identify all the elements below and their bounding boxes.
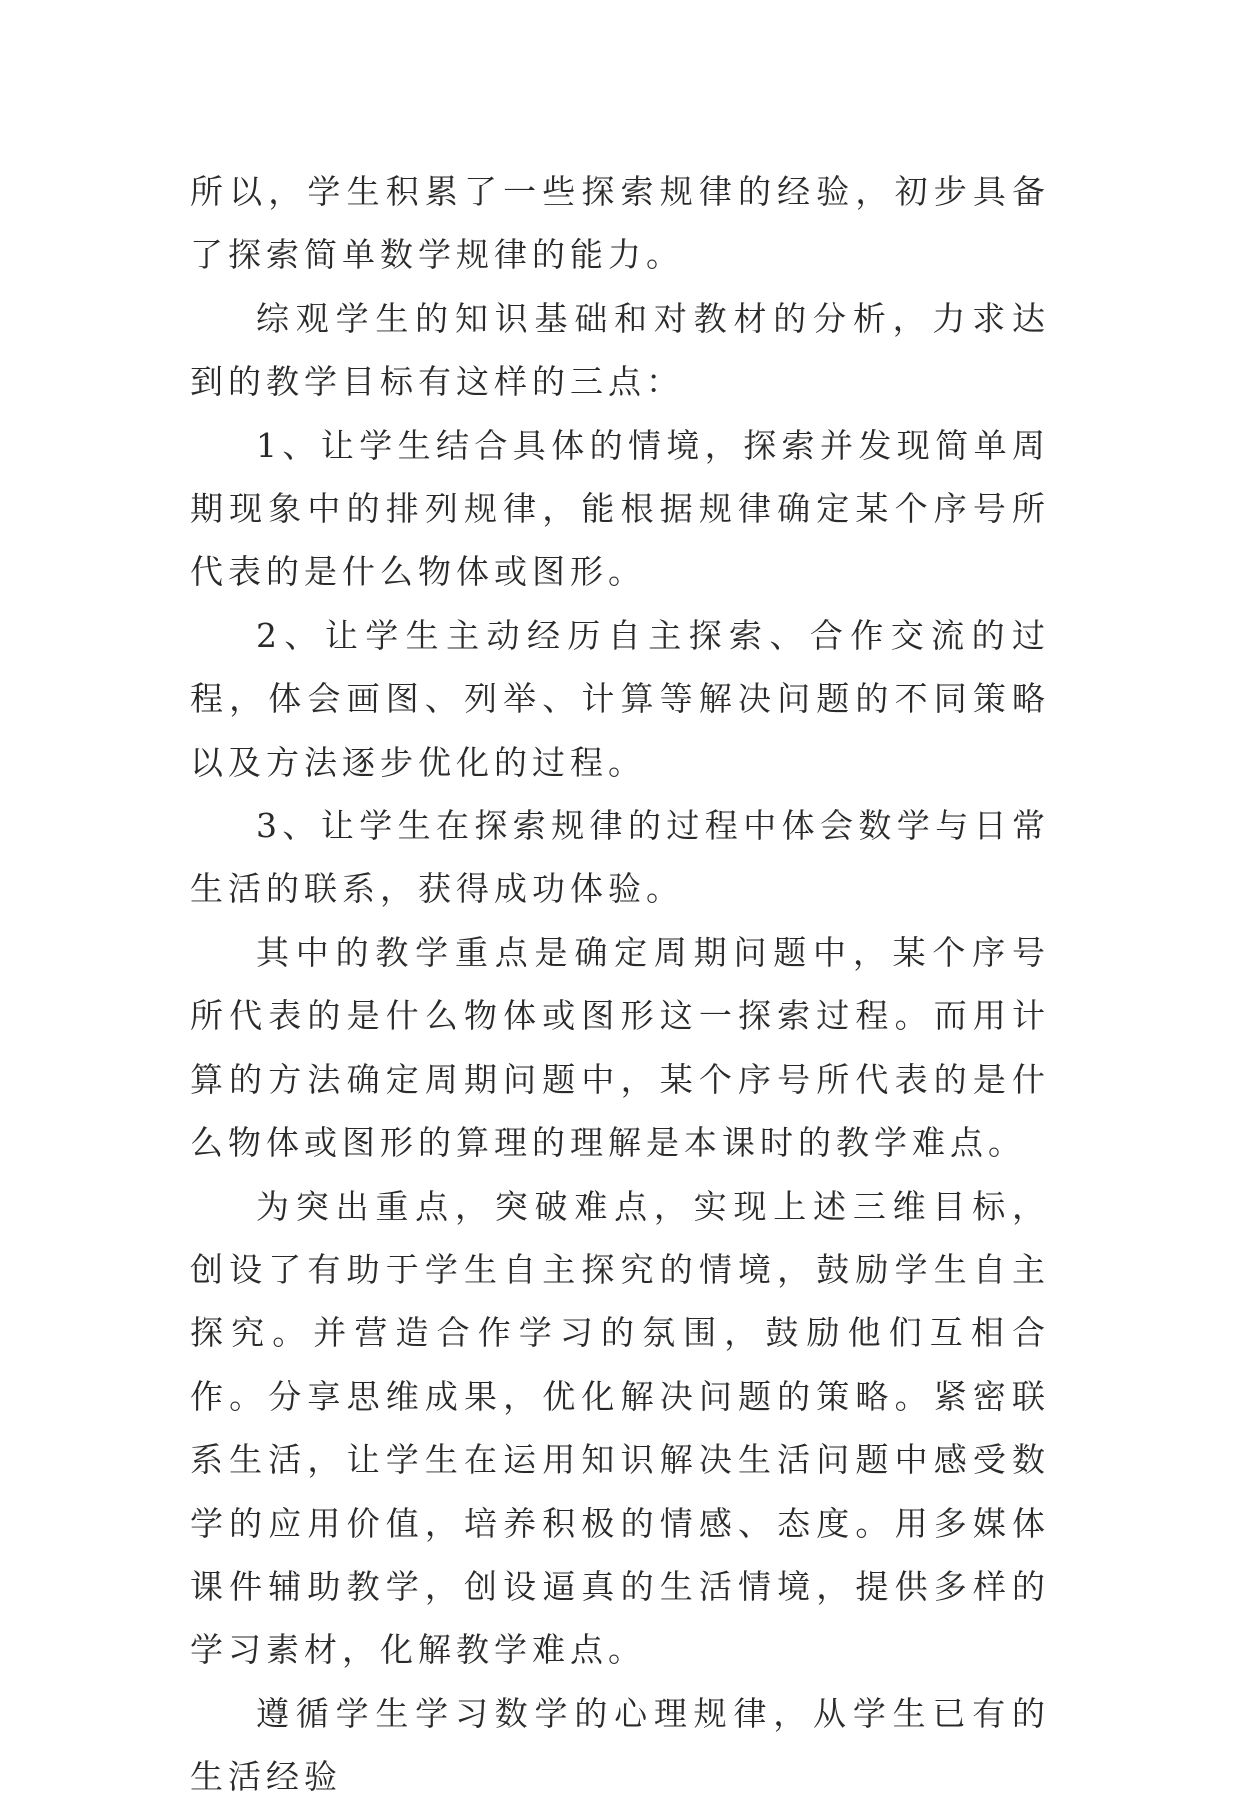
paragraph-6: 其中的教学重点是确定周期问题中，某个序号所代表的是什么物体或图形这一探索过程。而用计算的方法确定周期问题中，某个序号所代表的是什么物体或图形的算理的理解是本课时的教学难点。 bbox=[190, 932, 1050, 1163]
paragraph-1: 所以，学生积累了一些探索规律的经验，初步具备了探索简单数学规律的能力。 bbox=[190, 172, 1050, 275]
paragraph-5: 3、让学生在探索规律的过程中体会数学与日常生活的联系，获得成功体验。 bbox=[190, 806, 1050, 909]
paragraph-8: 遵循学生学习数学的心理规律，从学生已有的生活经验 bbox=[190, 1693, 1050, 1797]
paragraph-4: 2、让学生主动经历自主探索、合作交流的过程，体会画图、列举、计算等解决问题的不同策略以及方法逐步优化的过程。 bbox=[190, 615, 1050, 782]
paragraph-3: 1、让学生结合具体的情境，探索并发现简单周期现象中的排列规律，能根据规律确定某个序号所代表的是什么物体或图形。 bbox=[190, 425, 1050, 592]
paragraph-2: 综观学生的知识基础和对教材的分析，力求达到的教学目标有这样的三点： bbox=[190, 298, 1050, 402]
document-body bbox=[190, 160, 1050, 1809]
paragraph-7: 为突出重点，突破难点，实现上述三维目标，创设了有助于学生自主探究的情境，鼓励学生自主探究。并营造合作学习的氛围，鼓励他们互相合作。分享思维成果，优化解决问题的策略。紧密联系生活，让学生在运用知识解决生活问题中感受数学的应用价值，培养积极的情感、态度。用多媒体课件辅助教学，创设逼真的生活情境，提供多样的学习素材，化解教学难点。 bbox=[190, 1186, 1050, 1670]
